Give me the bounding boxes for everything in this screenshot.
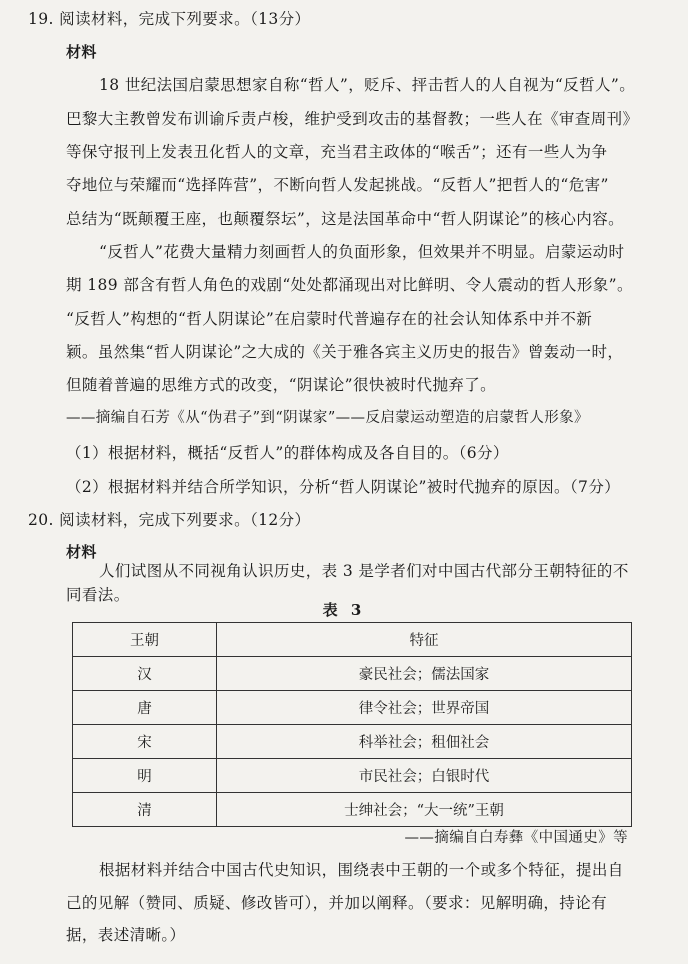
table-row — [73, 793, 632, 827]
table-cell-feature: 市民社会；白银时代 — [217, 759, 632, 793]
question-20-material-label: 材料 — [66, 543, 97, 561]
table-cell-dynasty: 明 — [73, 759, 217, 793]
table-cell-dynasty: 唐 — [73, 691, 217, 725]
q19-p2-line: “反哲人”花费大量精力刻画哲人的负面形象，但效果并不明显。启蒙运动时 — [99, 243, 625, 261]
question-20-title: 20. 阅读材料，完成下列要求。（12分） — [28, 511, 311, 529]
table-row — [73, 725, 632, 759]
q19-p2-line: 但随着普遍的思维方式的改变，“阴谋论”很快被时代抛弃了。 — [66, 376, 497, 394]
table-row — [73, 691, 632, 725]
q19-source: ——摘编自石芳《从“伪君子”到“阴谋家”——反启蒙运动塑造的启蒙哲人形象》 — [66, 410, 589, 426]
table-caption: 表 3 — [322, 601, 366, 619]
table-header-feature: 特征 — [217, 623, 632, 657]
q20-task-line: 己的见解（赞同、质疑、修改皆可），并加以阐释。（要求：见解明确，持论有 — [66, 894, 608, 912]
table-cell-feature: 豪民社会；儒法国家 — [217, 657, 632, 691]
table-header-dynasty: 王朝 — [73, 623, 217, 657]
dynasty-table — [72, 622, 632, 827]
question-19-title: 19. 阅读材料，完成下列要求。（13分） — [28, 10, 311, 28]
table-source: ——摘编自白寿彝《中国通史》等 — [404, 830, 628, 846]
q20-task-line: 据，表述清晰。） — [66, 926, 186, 944]
q19-p2-line: “反哲人”构想的“哲人阴谋论”在启蒙时代普遍存在的社会认知体系中并不新 — [66, 310, 593, 328]
table-cell-feature: 律令社会；世界帝国 — [217, 691, 632, 725]
q20-intro-line: 人们试图从不同视角认识历史，表 3 是学者们对中国古代部分王朝特征的不 — [99, 562, 629, 580]
table-row — [73, 759, 632, 793]
q20-intro-line: 同看法。 — [66, 586, 130, 604]
table-cell-dynasty: 宋 — [73, 725, 217, 759]
table-cell-dynasty: 清 — [73, 793, 217, 827]
q19-p2-line: 颖。虽然集“哲人阴谋论”之大成的《关于雅各宾主义历史的报告》曾轰动一时， — [66, 343, 624, 361]
q19-p1-line: 等保守报刊上发表丑化哲人的文章，充当君主政体的“喉舌”；还有一些人为争 — [66, 143, 608, 161]
q19-p2-line: 期 189 部含有哲人角色的戏剧“处处都涌现出对比鲜明、令人震动的哲人形象”。 — [66, 276, 633, 294]
table-row — [73, 657, 632, 691]
q19-subquestion-2: （2）根据材料并结合所学知识，分析“哲人阴谋论”被时代抛弃的原因。（7分） — [66, 478, 621, 496]
table-header-row — [73, 623, 632, 657]
table-cell-feature: 士绅社会；“大一统”王朝 — [217, 793, 632, 827]
q19-p1-line: 18 世纪法国启蒙思想家自称“哲人”，贬斥、抨击哲人的人自视为“反哲人”。 — [99, 76, 636, 94]
q20-task-line: 根据材料并结合中国古代史知识，围绕表中王朝的一个或多个特征，提出自 — [99, 861, 624, 879]
table-cell-feature: 科举社会；租佃社会 — [217, 725, 632, 759]
q19-p1-line: 夺地位与荣耀而“选择阵营”，不断向哲人发起挑战。“反哲人”把哲人的“危害” — [66, 176, 609, 194]
question-19-material-label: 材料 — [66, 43, 97, 61]
table-cell-dynasty: 汉 — [73, 657, 217, 691]
q19-p1-line: 巴黎大主教曾发布训谕斥责卢梭，维护受到攻击的基督教；一些人在《审查周刊》 — [66, 110, 639, 128]
q19-p1-line: 总结为“既颠覆王座，也颠覆祭坛”，这是法国革命中“哲人阴谋论”的核心内容。 — [66, 210, 624, 228]
q19-subquestion-1: （1）根据材料，概括“反哲人”的群体构成及各自目的。（6分） — [66, 444, 509, 462]
